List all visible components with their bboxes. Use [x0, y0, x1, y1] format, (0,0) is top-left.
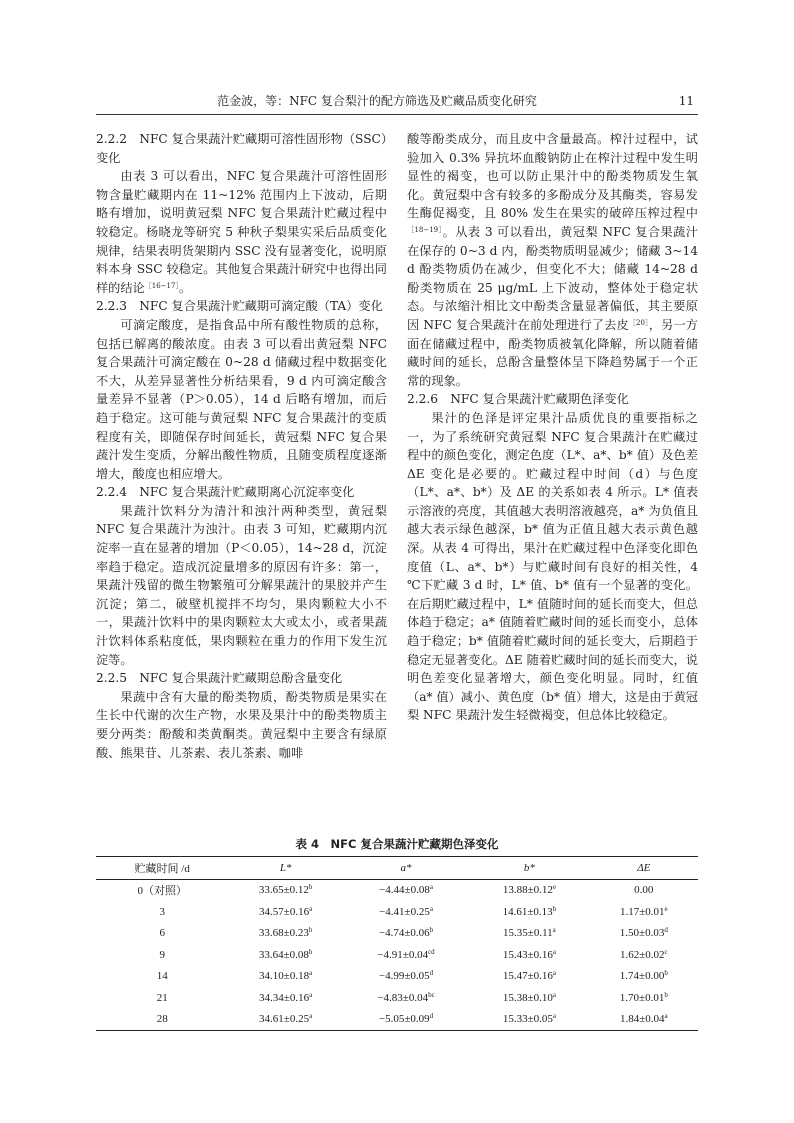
significance-letter: b — [308, 883, 313, 892]
significance-letter: d — [429, 969, 434, 978]
table-cell — [228, 901, 342, 923]
table-cell — [469, 923, 589, 945]
significance-letter: a — [309, 990, 313, 999]
cell-value: −4.83±0.04 — [377, 991, 429, 1004]
significance-letter: c — [664, 947, 668, 956]
cell-value: 15.33±0.05 — [502, 1013, 553, 1026]
paragraph-text: 2.2.6 NFC 复合果蔬汁贮藏期色泽变化 — [407, 392, 629, 407]
table-cell — [469, 966, 589, 988]
paragraph — [407, 130, 698, 390]
cell-value: 34.57±0.16 — [259, 905, 310, 918]
significance-letter: e — [552, 883, 556, 892]
right-column — [407, 130, 698, 725]
table-cell — [469, 1009, 589, 1031]
cell-value: 15.43±0.16 — [502, 948, 553, 961]
significance-letter: a — [552, 947, 556, 956]
table-header-cell: L* — [228, 857, 342, 880]
cell-value: 1.50±0.03 — [619, 927, 665, 940]
cell-value: −5.05±0.09 — [378, 1013, 430, 1026]
paragraph-text: 果汁的色泽是评定果汁品质优良的重要指标之一，为了系统研究黄冠梨 NFC 复合果蔬汁在贮藏过程中的颜色变化，测定色度（L*、a*、b* 值）及色差 ΔE 变化是必要的。贮藏过程中时间（d）与色度（L*、a*、b*）及 ΔE 的关系如表 4 所示。L* 值表示溶液的亮度，其值越大表明溶液越亮，a* 为负值且越大表示绿色越深，b* 值为正值且越大表示黄色越深。从表 4 可得出，果汁在贮藏过程中色泽变化即色度值（L、a*、b*）与贮藏时间有良好的相关性，4 ℃下贮藏 3 d 时，L* 值、b* 值有一个显著的变化。在后期贮藏过程中，L* 值随时间的延长而变大，但总体趋于稳定；a* 值随着贮藏时间的延长而变小，总体趋于稳定；b* 值随着贮藏时间的延长变大，后期趋于稳定无显著变化。ΔE 随着贮藏时间的延长而变大，说明色差变化显著增大，颜色变化明显。同时，红值（a* 值）减小、黄色度（b* 值）增大，这是由于黄冠梨 NFC 果蔬汁发生轻微褐变，但总体比较稳定。 — [407, 410, 698, 723]
cell-value: −4.91±0.04 — [377, 948, 429, 961]
table-cell — [469, 987, 589, 1009]
paragraph-text: 果蔬汁饮料分为清汁和浊汁两种类型，黄冠梨 NFC 复合果蔬汁为浊汁。由表 3 可知，贮藏期内沉淀率一直在显著的增加（P＜0.05），14~28 d，沉淀率趋于稳定。造成沉淀量增多的原因有许多：第一，果蔬汁残留的微生物繁殖可分解果蔬汁的果胶并产生沉淀；第二，破壁机搅拌不均匀，果肉颗粒大小不一，果蔬汁饮料中的果肉颗粒太大或太小，或者果蔬汁饮料体系粘度低，果肉颗粒在重力的作用下发生沉淀等。 — [96, 503, 387, 667]
left-column — [96, 130, 387, 762]
paragraph-text: 2.2.3 NFC 复合果蔬汁贮藏期可滴定酸（TA）变化 — [96, 299, 383, 314]
table-cell — [590, 966, 698, 988]
table-cell: 0（对照） — [137, 885, 187, 898]
paragraph-text: 。从表 3 可以看出，黄冠梨 NFC 复合果蔬汁在保存的 0~3 d 内，酚类物质明显减少；储藏 3~14 d 酚类物质仍在减少，但变化不大；储藏 14~28 d 酚类物质在 25 μg/mL 上下波动，整体处于稳定状态。与浓缩汁相比文中酚类含量显著偏低，其主要原因 NFC 复合果蔬汁在前处理进行了去皮 — [407, 224, 698, 332]
cell-value: 34.61±0.25 — [259, 1013, 310, 1026]
paragraph — [96, 167, 387, 297]
cell-value: 33.65±0.12 — [258, 884, 309, 897]
paragraph-text: 2.2.2 NFC 复合果蔬汁贮藏期可溶性固形物（SSC）变化 — [96, 132, 387, 165]
table-cell — [590, 901, 698, 923]
table-row — [96, 879, 698, 901]
table-cell — [590, 944, 698, 966]
significance-letter: a — [309, 904, 313, 913]
table-cell — [343, 901, 469, 923]
paragraph-text: 2.2.5 NFC 复合果蔬汁贮藏期总酚含量变化 — [96, 671, 343, 686]
cell-value: 1.70±0.01 — [619, 991, 665, 1004]
table-cell — [590, 879, 698, 901]
significance-letter: a — [552, 1012, 556, 1021]
significance-letter: d — [429, 1012, 434, 1021]
table-cell — [343, 987, 469, 1009]
table-cell — [228, 987, 342, 1009]
cell-value: 33.64±0.08 — [258, 948, 309, 961]
table-row — [96, 901, 698, 923]
running-title: 范金波，等：NFC 复合梨汁的配方筛选及贮藏品质变化研究 — [217, 94, 537, 108]
significance-letter: b — [308, 926, 313, 935]
significance-letter: d — [664, 926, 668, 935]
cell-value: 15.35±0.11 — [503, 927, 553, 940]
section-heading — [96, 297, 387, 316]
table-row — [96, 944, 698, 966]
table-cell — [343, 879, 469, 901]
table-cell — [343, 966, 469, 988]
section-heading — [96, 669, 387, 688]
significance-letter: b — [429, 926, 434, 935]
table-cell: 3 — [159, 905, 165, 918]
cell-value: 15.47±0.16 — [502, 970, 553, 983]
significance-letter: a — [552, 990, 556, 999]
table-cell: 28 — [96, 1009, 228, 1031]
cell-value: −4.44±0.08 — [379, 884, 430, 897]
table-row — [96, 966, 698, 988]
significance-letter: b — [664, 990, 668, 999]
cell-value: 1.84±0.04 — [619, 1013, 665, 1026]
table-cell — [343, 1009, 469, 1031]
significance-letter: a — [309, 969, 313, 978]
table-header-cell: a* — [343, 857, 469, 880]
significance-letter: a — [664, 1012, 668, 1021]
table-cell — [590, 987, 698, 1009]
running-header — [96, 92, 698, 115]
significance-letter: b — [664, 969, 668, 978]
table-cell — [343, 944, 469, 966]
table-body — [96, 879, 698, 1031]
table-cell — [590, 923, 698, 945]
section-heading — [96, 130, 387, 167]
table-cell — [228, 966, 342, 988]
cell-value: 0.00 — [634, 884, 654, 897]
significance-letter: a — [309, 1012, 313, 1021]
table-cell — [228, 944, 342, 966]
paragraph-text: 由表 3 可以看出，NFC 复合果蔬汁可溶性固形物含量贮藏期内在 11~12% 范围内上下波动，后期略有增加，说明黄冠梨 NFC 复合果蔬汁贮藏过程中较稳定。杨晓龙等研究 5 种秋子梨果实采后品质变化规律，结果表明货架期内 SSC 没有显著变化，说明原料本身 SSC 较稳定。其他复合果蔬汁研究中也得出同样的结论 — [96, 169, 387, 295]
paragraph-text: 酸等酚类成分，而且皮中含量最高。榨汁过程中，试验加入 0.3% 异抗坏血酸钠防止在榨汁过程中发生明显性的褐变，也可以防止果汁中的酚类物质发生氧化。黄冠梨中含有较多的多酚成分及其酶类，容易发生酶促褐变，且 80% 发生在果实的破碎压榨过程中 — [407, 132, 698, 221]
cell-value: 1.17±0.01 — [619, 905, 665, 918]
significance-letter: b — [552, 904, 557, 913]
color-change-table — [96, 856, 698, 1031]
paragraph — [407, 409, 698, 725]
table-header-cell: ΔE — [590, 857, 698, 880]
table-cell — [228, 923, 342, 945]
table-cell — [228, 1009, 342, 1031]
significance-letter: bc — [428, 990, 435, 999]
table-header-cell: 贮藏时间 /d — [96, 857, 228, 880]
table-cell: 9 — [159, 948, 165, 961]
table-row — [96, 987, 698, 1009]
table-cell: 6 — [159, 927, 165, 940]
paragraph-text: 2.2.4 NFC 复合果蔬汁贮藏期离心沉淀率变化 — [96, 485, 355, 500]
significance-letter: a — [429, 883, 433, 892]
table-cell — [469, 944, 589, 966]
table-cell: 14 — [156, 970, 168, 983]
cell-value: 1.62±0.02 — [619, 948, 665, 961]
table-header-row — [96, 857, 698, 880]
significance-letter: cd — [428, 947, 435, 956]
significance-letter: b — [308, 947, 313, 956]
cell-value: 34.10±0.18 — [259, 970, 310, 983]
significance-letter: a — [552, 969, 556, 978]
significance-letter: a — [552, 926, 556, 935]
section-heading — [407, 390, 698, 409]
paragraph — [96, 502, 387, 669]
cell-value: −4.99±0.05 — [378, 970, 430, 983]
table-row — [96, 923, 698, 945]
table-cell — [228, 879, 342, 901]
cell-value: 34.34±0.16 — [259, 991, 310, 1004]
cell-value: 14.61±0.13 — [502, 905, 553, 918]
cell-value: −4.74±0.06 — [378, 927, 430, 940]
cell-value: 33.68±0.23 — [258, 927, 309, 940]
citation: ［20］ — [628, 318, 649, 327]
citation: ［16−17］ — [144, 281, 179, 290]
page-number: 11 — [678, 94, 694, 108]
table-header-cell: b* — [469, 857, 589, 880]
significance-letter: e — [664, 904, 668, 913]
cell-value: −4.41±0.25 — [379, 905, 430, 918]
significance-letter: a — [429, 904, 433, 913]
table-cell — [469, 901, 589, 923]
table-cell: 21 — [156, 991, 168, 1004]
cell-value: 15.38±0.10 — [502, 991, 553, 1004]
table-cell — [590, 1009, 698, 1031]
table-caption: 表 4 NFC 复合果蔬汁贮藏期色泽变化 — [295, 837, 499, 851]
citation: ［18−19］ — [407, 225, 443, 234]
paragraph-text: ，另一方面在储藏过程中，酚类物质被氧化降解，所以随着储藏时间的延长，总酚含量整体呈下降趋势属于一个正常的现象。 — [407, 317, 698, 388]
table-row — [96, 1009, 698, 1031]
cell-value: 13.88±0.12 — [502, 884, 553, 897]
paragraph — [96, 316, 387, 483]
table-cell — [343, 923, 469, 945]
section-heading — [96, 483, 387, 502]
paragraph-text: 可滴定酸度，是指食品中所有酸性物质的总称，包括已解离的酸浓度。由表 3 可以看出黄冠梨 NFC 复合果蔬汁可滴定酸在 0~28 d 储藏过程中数据变化不大，从差异显著性分析结果看，9 d 内可滴定酸含量差异不显著（P＞0.05），14 d 后略有增加，而后趋于稳定。这可能与黄冠梨 NFC 复合果蔬汁的变质程度有关，即随保存时间延长，黄冠梨 NFC 复合果蔬汁发生变质，分解出酸性物质，且随变质程度逐渐增大，酸度也相应增大。 — [96, 317, 387, 481]
table-cell — [469, 879, 589, 901]
paragraph — [96, 688, 387, 762]
paragraph-text: 。 — [178, 280, 192, 295]
paragraph-text: 果蔬中含有大量的酚类物质，酚类物质是果实在生长中代谢的次生产物，水果及果汁中的酚类物质主要分两类：酚酸和类黄酮类。黄冠梨中主要含有绿原酸、熊果苷、儿茶素、表儿茶素、咖啡 — [96, 689, 387, 760]
cell-value: 1.74±0.00 — [619, 970, 665, 983]
